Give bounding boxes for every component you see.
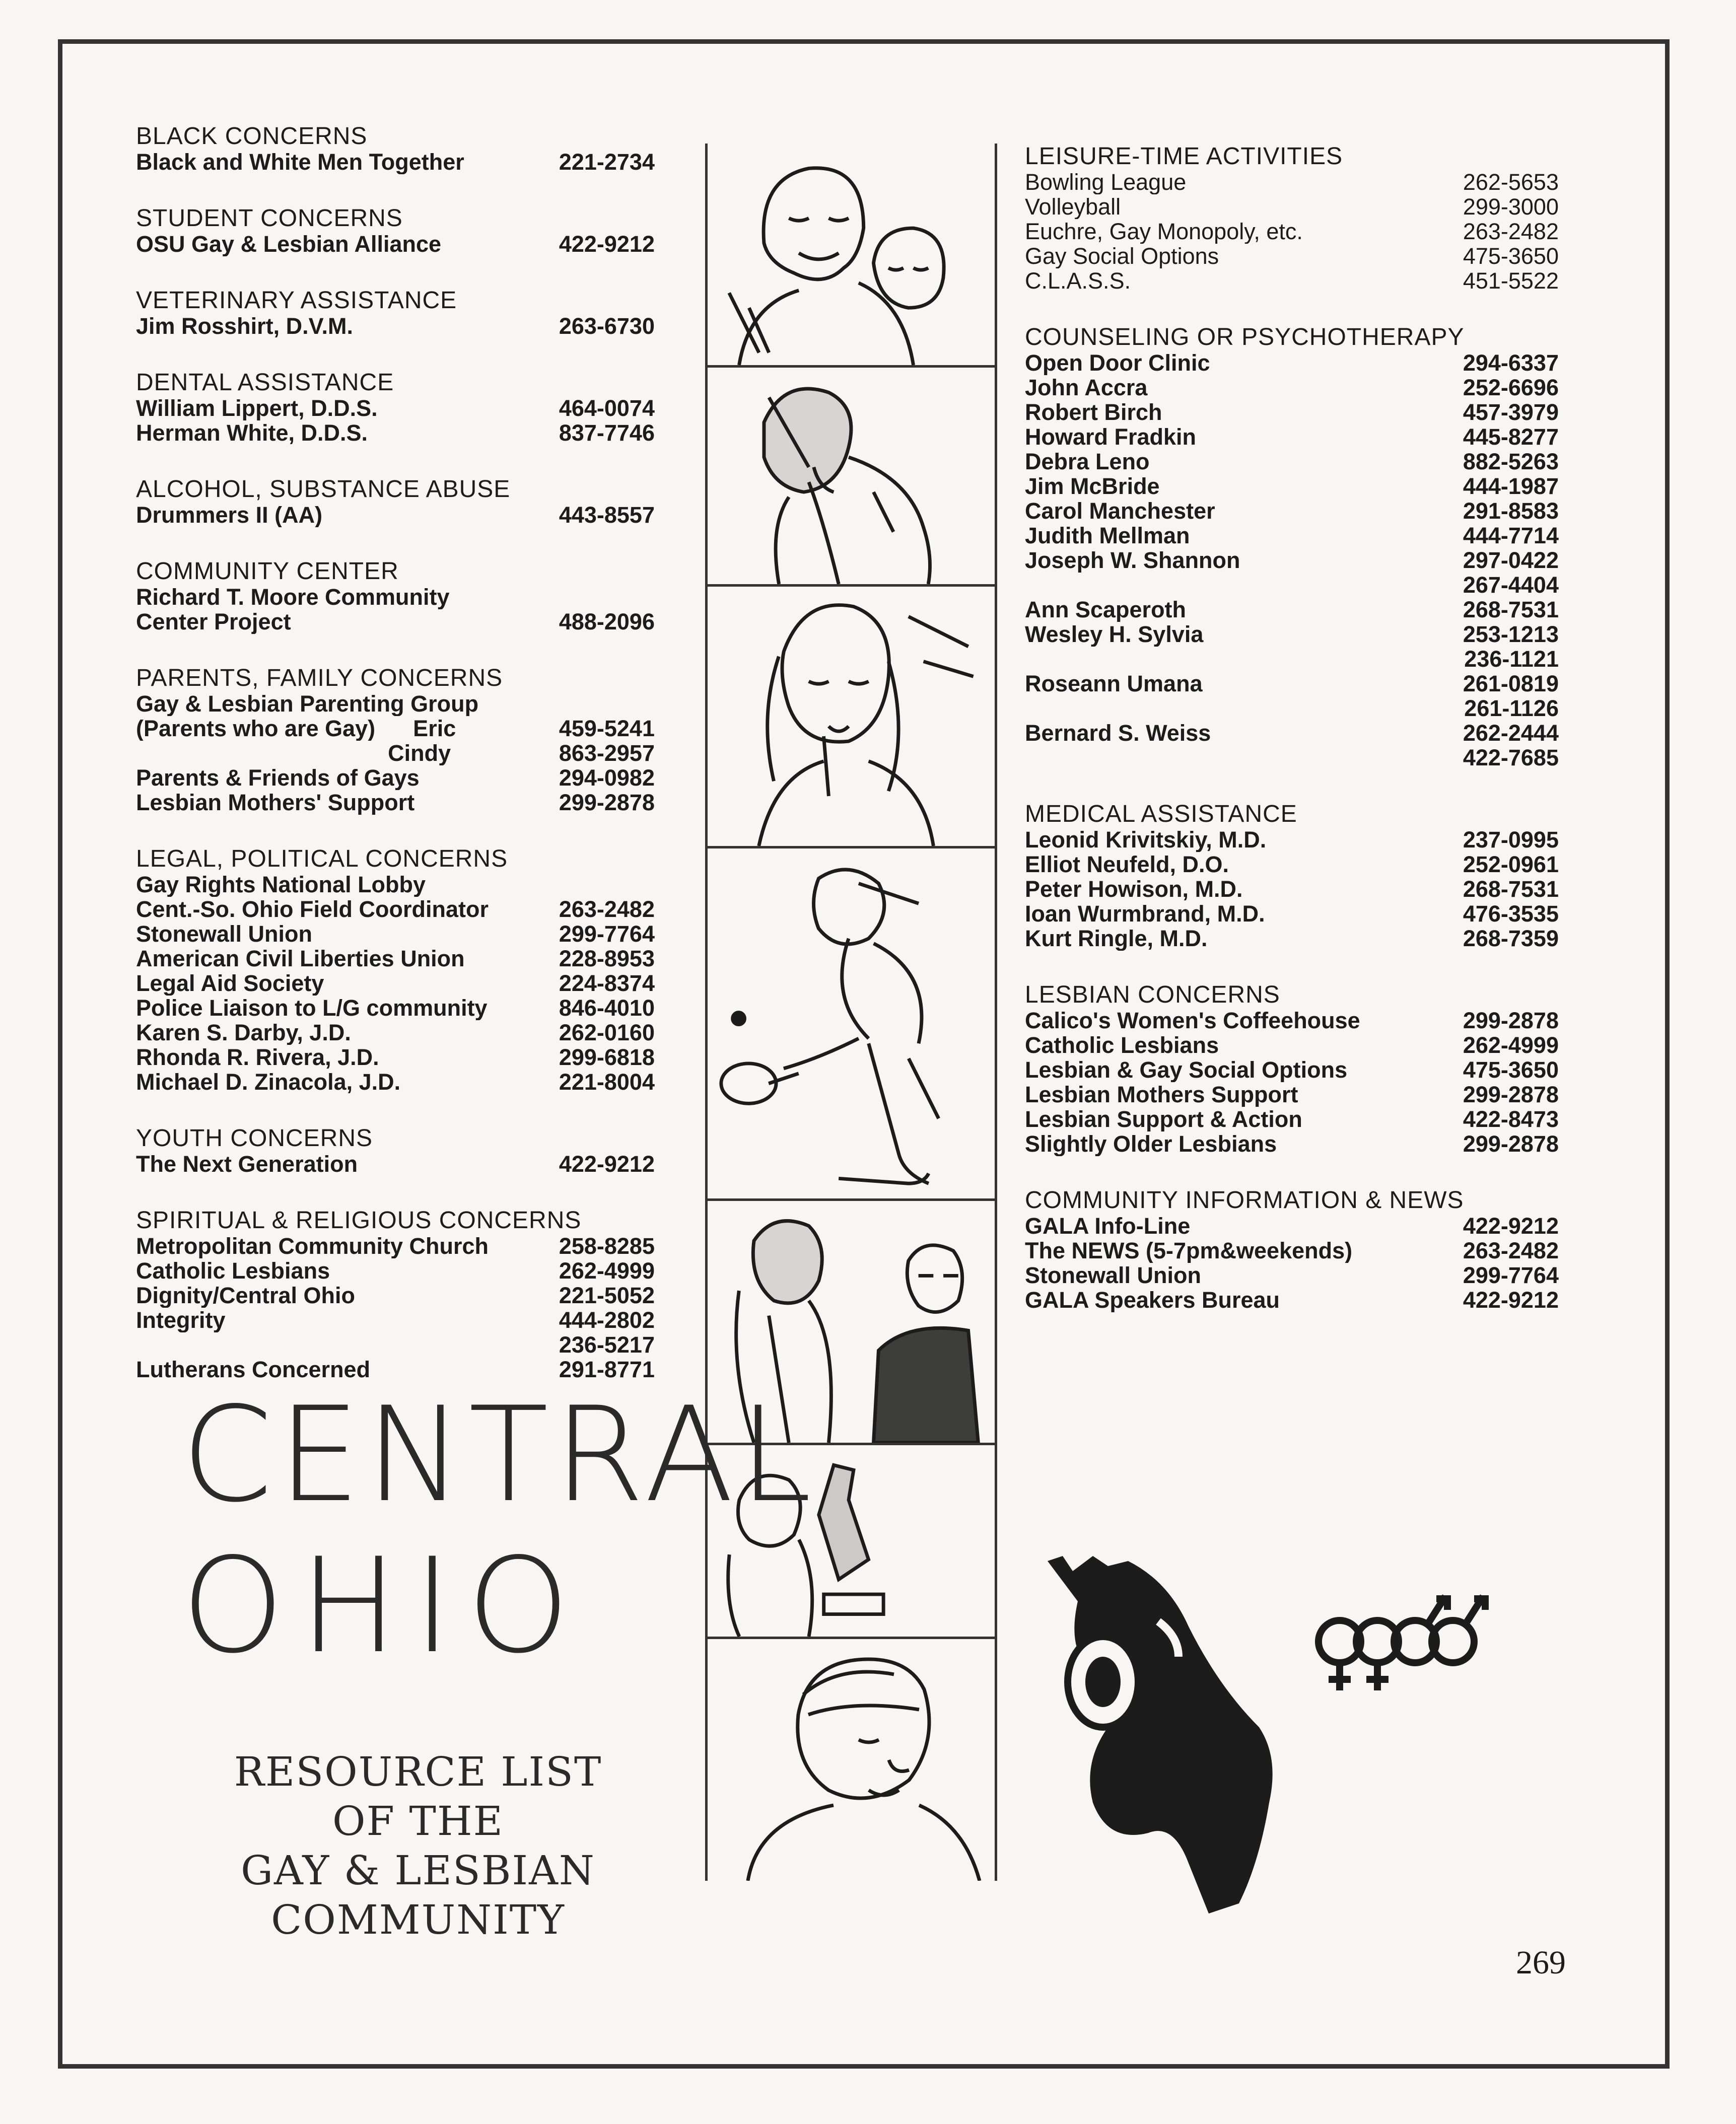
listing-entry <box>1025 350 1559 375</box>
listing-entry <box>1025 1263 1559 1288</box>
listing-phone: 262-4999 <box>559 1258 655 1284</box>
listing-name: Joseph W. Shannon <box>1025 548 1240 573</box>
listing-phone: 299-6818 <box>559 1044 655 1070</box>
subtitle-line: COMMUNITY <box>271 1896 565 1943</box>
listing-name: Dignity/Central Ohio <box>136 1283 356 1308</box>
listing-name: Gay Rights National Lobby <box>136 872 426 897</box>
section-title: VETERINARY ASSISTANCE <box>136 287 457 314</box>
listing-entry <box>136 765 655 790</box>
listing-entry <box>1025 1214 1559 1238</box>
listing-name: William Lippert, D.D.S. <box>136 396 378 420</box>
listing-phone: 476-3535 <box>1463 901 1559 927</box>
listing-name: Jim Rosshirt, D.V.M. <box>136 314 353 338</box>
listing-name: Kurt Ringle, M.D. <box>1025 926 1208 951</box>
listing-phone: 299-2878 <box>1463 1082 1559 1107</box>
listing-phone: 297-0422 267-4404 <box>1463 547 1559 598</box>
listing-phone: 445-8277 <box>1463 424 1559 450</box>
listing-name: Ioan Wurmbrand, M.D. <box>1025 901 1265 926</box>
listing-phone: 294-6337 <box>1463 350 1559 376</box>
listing-phone: 444-2802 236-5217 <box>559 1307 655 1358</box>
section <box>1025 982 1559 1156</box>
listing-entry <box>136 585 655 609</box>
listing-phone: 422-9212 <box>1463 1213 1559 1239</box>
listing-name: Elliot Neufeld, D.O. <box>1025 852 1229 877</box>
page-number: 269 <box>1516 1944 1566 1981</box>
listing-entry <box>1025 170 1559 194</box>
illustration-woman-long-hair <box>708 587 995 848</box>
listing-entry <box>1025 671 1559 721</box>
listing-entry <box>1025 721 1559 770</box>
listing-phone: 268-7531 <box>1463 597 1559 622</box>
listing-entry <box>1025 424 1559 449</box>
listing-phone: 464-0074 <box>559 395 655 421</box>
listing-phone: 261-0819 261-1126 <box>1463 671 1559 721</box>
listing-phone: 444-1987 <box>1463 473 1559 499</box>
listing-phone: 882-5263 <box>1463 449 1559 474</box>
listing-entry <box>1025 1107 1559 1131</box>
section <box>136 476 655 527</box>
listing-entry <box>1025 827 1559 852</box>
gender-symbols-icon <box>1309 1586 1491 1702</box>
listing-entry <box>136 691 655 716</box>
abstract-figure-illustration <box>1027 1541 1289 1924</box>
listing-entry <box>136 1258 655 1283</box>
listing-name: Gay Social Options <box>1025 244 1219 268</box>
listing-name: Volleyball <box>1025 194 1121 219</box>
section <box>136 558 655 634</box>
listing-entry <box>1025 1033 1559 1057</box>
listing-phone: 846-4010 <box>559 995 655 1021</box>
listing-phone: 262-5653 <box>1463 169 1559 195</box>
illustration-two-women <box>708 144 995 368</box>
listing-phone: 475-3650 <box>1463 1057 1559 1083</box>
left-column <box>136 123 655 1413</box>
listing-entry <box>136 996 655 1020</box>
listing-entry <box>136 922 655 946</box>
listing-phone: 457-3979 <box>1463 399 1559 425</box>
listing-entry <box>136 872 655 897</box>
listing-entry <box>136 609 655 634</box>
listing-entry <box>136 420 655 445</box>
listing-name: Catholic Lesbians <box>1025 1033 1219 1057</box>
listing-entry <box>1025 877 1559 901</box>
section-title: ALCOHOL, SUBSTANCE ABUSE <box>136 476 511 503</box>
listing-entry <box>136 716 655 741</box>
listing-name: Herman White, D.D.S. <box>136 420 368 445</box>
listing-phone: 263-6730 <box>559 313 655 339</box>
listing-entry <box>136 1152 655 1176</box>
listing-name: Lesbian & Gay Social Options <box>1025 1057 1348 1082</box>
listing-name: Cent.-So. Ohio Field Coordinator <box>136 897 489 922</box>
listing-name: Judith Mellman <box>1025 523 1190 548</box>
illustration-tennis-player <box>708 848 995 1201</box>
listing-phone: 262-2444 422-7685 <box>1463 720 1559 770</box>
listing-phone: 488-2096 <box>559 609 655 634</box>
listing-entry <box>1025 622 1559 671</box>
listing-entry <box>136 150 655 174</box>
listing-name: Leonid Krivitskiy, M.D. <box>1025 827 1267 852</box>
listing-entry <box>136 1283 655 1308</box>
section-title: DENTAL ASSISTANCE <box>136 369 394 396</box>
listing-entry <box>136 741 655 765</box>
listing-name: Black and White Men Together <box>136 150 464 174</box>
listing-name: Lesbian Mothers' Support <box>136 790 415 815</box>
listing-name: Wesley H. Sylvia <box>1025 622 1204 647</box>
listing-phone: 291-8771 <box>559 1357 655 1382</box>
section <box>136 123 655 174</box>
listing-phone: 263-2482 <box>559 896 655 922</box>
section <box>136 205 655 256</box>
listing-name: Cindy <box>136 741 451 765</box>
listing-name: Ann Scaperoth <box>1025 597 1187 622</box>
listing-name: Gay & Lesbian Parenting Group <box>136 691 479 716</box>
listing-phone: 299-2878 <box>559 790 655 815</box>
subtitle-line: RESOURCE LIST <box>234 1748 602 1795</box>
listing-name: Robert Birch <box>1025 400 1162 424</box>
section-title: MEDICAL ASSISTANCE <box>1025 801 1297 827</box>
title-block <box>181 1379 817 1682</box>
illustration-strip <box>705 144 997 1881</box>
right-column <box>1025 144 1559 1343</box>
listing-name: Karen S. Darby, J.D. <box>136 1020 351 1045</box>
listing-phone: 444-7714 <box>1463 523 1559 548</box>
listing-entry <box>1025 523 1559 548</box>
section-title: COMMUNITY CENTER <box>136 558 399 585</box>
illustration-boy-portrait <box>708 1639 995 1881</box>
listing-phone: 443-8557 <box>559 502 655 528</box>
listing-phone: 294-0982 <box>559 765 655 791</box>
section <box>1025 801 1559 951</box>
listing-entry <box>136 232 655 256</box>
listing-name: Bernard S. Weiss <box>1025 721 1211 745</box>
listing-name: Slightly Older Lesbians <box>1025 1131 1277 1156</box>
listing-phone: 422-9212 <box>559 1151 655 1177</box>
listing-phone: 451-5522 <box>1463 268 1559 294</box>
listing-name: Stonewall Union <box>1025 1263 1202 1288</box>
listing-phone: 422-9212 <box>559 231 655 257</box>
section-title: COUNSELING OR PSYCHOTHERAPY <box>1025 324 1465 350</box>
section <box>136 1125 655 1176</box>
listing-name: Richard T. Moore Community <box>136 585 450 609</box>
listing-entry <box>1025 901 1559 926</box>
section-title: LEGAL, POLITICAL CONCERNS <box>136 845 508 872</box>
listing-entry <box>1025 268 1559 293</box>
section-title: LEISURE-TIME ACTIVITIES <box>1025 143 1343 170</box>
listing-entry <box>1025 219 1559 244</box>
listing-name: Integrity <box>136 1308 226 1332</box>
listing-name: Lesbian Support & Action <box>1025 1107 1302 1131</box>
listing-phone: 252-0961 <box>1463 852 1559 877</box>
listing-phone: 221-5052 <box>559 1283 655 1308</box>
section <box>136 370 655 445</box>
listing-phone: 459-5241 <box>559 716 655 741</box>
listing-name: (Parents who are Gay) Eric <box>136 716 456 741</box>
listing-phone: 262-0160 <box>559 1020 655 1045</box>
section <box>1025 324 1559 770</box>
listing-entry <box>1025 499 1559 523</box>
listing-entry <box>1025 1082 1559 1107</box>
title-ohio: OHIO <box>181 1530 585 1682</box>
listing-entry <box>1025 194 1559 219</box>
listing-entry <box>1025 926 1559 951</box>
section-title: YOUTH CONCERNS <box>136 1125 373 1152</box>
illustration-thinking-man <box>708 368 995 587</box>
section-title: BLACK CONCERNS <box>136 123 368 150</box>
listing-phone: 299-2878 <box>1463 1008 1559 1033</box>
section <box>136 288 655 338</box>
listing-entry <box>1025 1238 1559 1263</box>
listing-name: Euchre, Gay Monopoly, etc. <box>1025 219 1303 244</box>
listing-entry <box>136 396 655 420</box>
listing-phone: 299-3000 <box>1463 194 1559 220</box>
subtitle-line: OF THE <box>332 1798 504 1845</box>
listing-name: Drummers II (AA) <box>136 503 323 527</box>
section-title: LESBIAN CONCERNS <box>1025 981 1280 1008</box>
listing-entry <box>1025 597 1559 622</box>
listing-phone: 258-8285 <box>559 1233 655 1259</box>
listing-entry <box>136 971 655 996</box>
listing-name: GALA Speakers Bureau <box>1025 1288 1280 1312</box>
listing-phone: 224-8374 <box>559 970 655 996</box>
listing-entry <box>1025 400 1559 424</box>
listing-entry <box>1025 449 1559 474</box>
listing-phone: 262-4999 <box>1463 1032 1559 1058</box>
listing-entry <box>136 1045 655 1070</box>
listing-name: The NEWS (5-7pm&weekends) <box>1025 1238 1353 1263</box>
listing-phone: 221-2734 <box>559 149 655 175</box>
listing-name: Lutherans Concerned <box>136 1357 371 1382</box>
listing-entry <box>136 314 655 338</box>
listing-name: Police Liaison to L/G community <box>136 996 488 1020</box>
listing-entry <box>136 1357 655 1382</box>
listing-name: Roseann Umana <box>1025 671 1203 696</box>
listing-name: Bowling League <box>1025 170 1187 194</box>
section <box>136 1208 655 1382</box>
listing-name: GALA Info-Line <box>1025 1214 1191 1238</box>
listing-name: Stonewall Union <box>136 922 313 946</box>
listing-phone: 422-9212 <box>1463 1287 1559 1313</box>
listing-phone: 253-1213 236-1121 <box>1463 621 1559 672</box>
listing-phone: 237-0995 <box>1463 827 1559 853</box>
listing-phone: 228-8953 <box>559 946 655 971</box>
listing-name: Open Door Clinic <box>1025 350 1210 375</box>
listing-phone: 837-7746 <box>559 420 655 446</box>
listing-phone: 299-7764 <box>1463 1262 1559 1288</box>
listing-name: American Civil Liberties Union <box>136 946 465 971</box>
listing-name: Jim McBride <box>1025 474 1160 499</box>
listing-name: Debra Leno <box>1025 449 1150 474</box>
listing-phone: 422-8473 <box>1463 1106 1559 1132</box>
listing-name: Catholic Lesbians <box>136 1258 330 1283</box>
subtitle <box>191 1747 645 1945</box>
listing-name: C.L.A.S.S. <box>1025 268 1131 293</box>
listing-entry <box>1025 548 1559 597</box>
listing-phone: 863-2957 <box>559 740 655 766</box>
listing-entry <box>1025 244 1559 268</box>
listing-phone: 268-7531 <box>1463 876 1559 902</box>
listing-entry <box>136 946 655 971</box>
listing-phone: 475-3650 <box>1463 243 1559 269</box>
listing-name: Metropolitan Community Church <box>136 1234 489 1258</box>
listing-name: The Next Generation <box>136 1152 358 1176</box>
listing-phone: 221-8004 <box>559 1069 655 1095</box>
listing-phone: 268-7359 <box>1463 926 1559 951</box>
listing-name: Calico's Women's Coffeehouse <box>1025 1008 1360 1033</box>
listing-name: Lesbian Mothers Support <box>1025 1082 1298 1107</box>
listing-name: Parents & Friends of Gays <box>136 765 420 790</box>
listing-phone: 263-2482 <box>1463 219 1559 244</box>
listing-phone: 291-8583 <box>1463 498 1559 524</box>
section <box>136 665 655 815</box>
listing-entry <box>1025 1057 1559 1082</box>
listing-phone: 299-2878 <box>1463 1131 1559 1157</box>
listing-name: John Accra <box>1025 375 1148 400</box>
listing-entry <box>136 503 655 527</box>
section <box>1025 144 1559 293</box>
listing-name: OSU Gay & Lesbian Alliance <box>136 232 442 256</box>
listing-entry <box>136 1070 655 1094</box>
listing-name: Michael D. Zinacola, J.D. <box>136 1070 401 1094</box>
listing-entry <box>136 1020 655 1045</box>
listing-entry <box>1025 852 1559 877</box>
subtitle-line: GAY & LESBIAN <box>241 1847 595 1894</box>
listing-entry <box>1025 375 1559 400</box>
title-central: CENTRAL <box>181 1379 817 1531</box>
section-title: COMMUNITY INFORMATION & NEWS <box>1025 1187 1464 1214</box>
listing-phone: 263-2482 <box>1463 1238 1559 1263</box>
listing-entry <box>1025 1131 1559 1156</box>
section <box>136 846 655 1094</box>
listing-name: Center Project <box>136 609 291 634</box>
listing-phone: 299-7764 <box>559 921 655 947</box>
listing-entry <box>1025 1288 1559 1312</box>
listing-phone: 252-6696 <box>1463 375 1559 400</box>
section-title: STUDENT CONCERNS <box>136 205 403 232</box>
listing-name: Carol Manchester <box>1025 499 1215 523</box>
listing-entry <box>1025 474 1559 499</box>
listing-name: Legal Aid Society <box>136 971 324 996</box>
listing-entry <box>136 1234 655 1258</box>
listing-name: Peter Howison, M.D. <box>1025 877 1243 901</box>
listing-entry <box>136 790 655 815</box>
section-title: SPIRITUAL & RELIGIOUS CONCERNS <box>136 1207 582 1234</box>
listing-entry <box>136 897 655 922</box>
listing-name: Howard Fradkin <box>1025 424 1197 449</box>
listing-name: Rhonda R. Rivera, J.D. <box>136 1045 379 1070</box>
section <box>1025 1187 1559 1312</box>
listing-entry <box>136 1308 655 1357</box>
section-title: PARENTS, FAMILY CONCERNS <box>136 665 503 691</box>
listing-entry <box>1025 1008 1559 1033</box>
